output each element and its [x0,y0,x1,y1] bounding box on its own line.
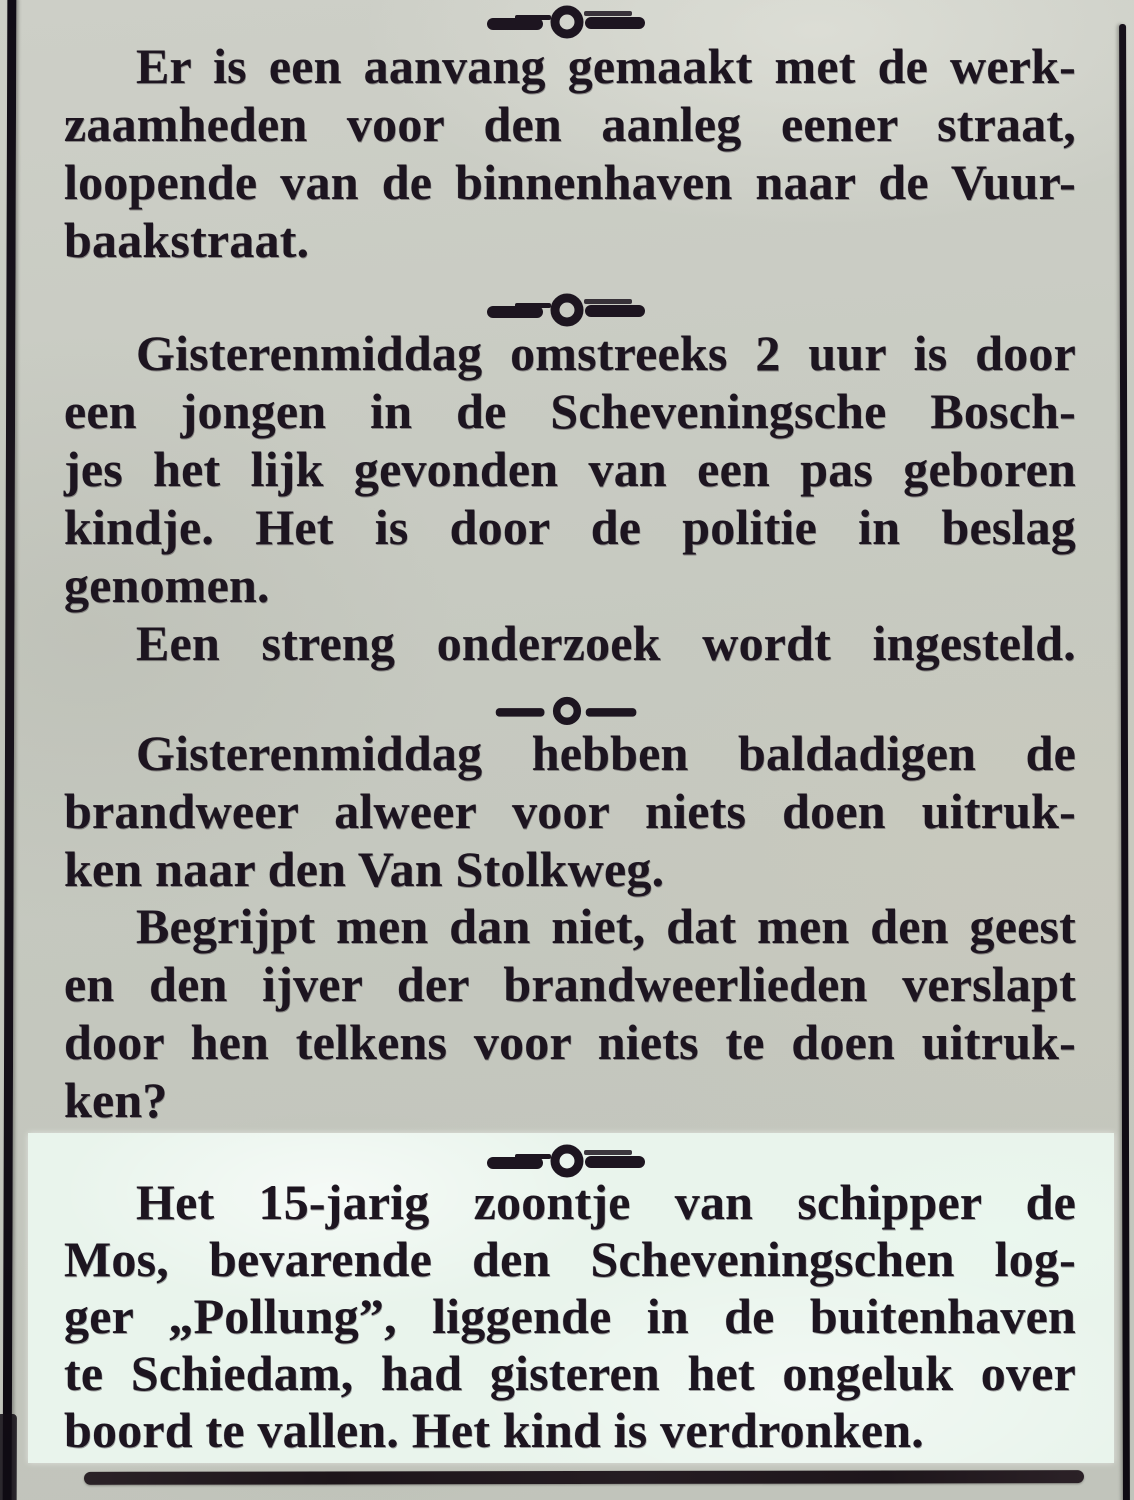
section-divider-ornament-icon [0,1142,1134,1178]
text-line: baakstraat. [64,212,310,268]
article-street-construction [0,37,1134,269]
text-line: jes het lijk gevonden van een pas geboren [64,441,1076,497]
text-line: Het 15-jarig zoontje van schipper de [136,1174,1076,1230]
article-fire-brigade-callout [0,724,1134,898]
text-line: Er is een aanvang gemaakt met de werk- [136,38,1076,94]
text-line: ken naar den Van Stolkweg. [64,841,665,897]
text-line: een jongen in de Scheveningsche Bosch- [64,383,1076,439]
text-line: te Schiedam, had gisteren het ongeluk over [64,1345,1076,1401]
article-bottom-rule [84,1470,1084,1485]
article-found-newborn [0,324,1134,614]
section-divider-ornament-icon [0,692,1134,728]
text-line: Een streng onderzoek wordt ingesteld. [136,615,1076,671]
text-line: boord te vallen. Het kind is verdronken. [64,1402,924,1458]
text-line: kindje. Het is door de politie in beslag [64,499,1076,555]
text-line: Begrijpt men dan niet, dat men den geest [136,898,1076,954]
text-line: Gisterenmiddag hebben baldadigen de [136,725,1076,781]
article-drowned-boy [0,1174,1134,1459]
text-line: en den ijver der brandweerlieden verslapt [64,956,1076,1012]
text-line: zaamheden voor den aanleg eener straat, [64,96,1076,152]
article-investigation [0,614,1134,672]
text-line: Mos, bevarende den Scheveningschen log- [64,1231,1076,1287]
text-line: ger „Pollung”, liggende in de buitenhaven [64,1288,1076,1344]
text-line: Gisterenmiddag omstreeks 2 uur is door [136,325,1076,381]
text-line: ken? [64,1072,168,1128]
text-line: loopende van de binnenhaven naar de Vuur- [64,154,1076,210]
text-line: brandweer alweer voor niets doen uitruk- [64,783,1076,839]
section-divider-ornament-icon [0,291,1134,327]
section-divider-ornament-icon [0,3,1134,39]
text-line: genomen. [64,557,270,613]
article-fire-brigade-comment [0,897,1134,1129]
text-line: door hen telkens voor niets te doen uitruk- [64,1014,1076,1070]
